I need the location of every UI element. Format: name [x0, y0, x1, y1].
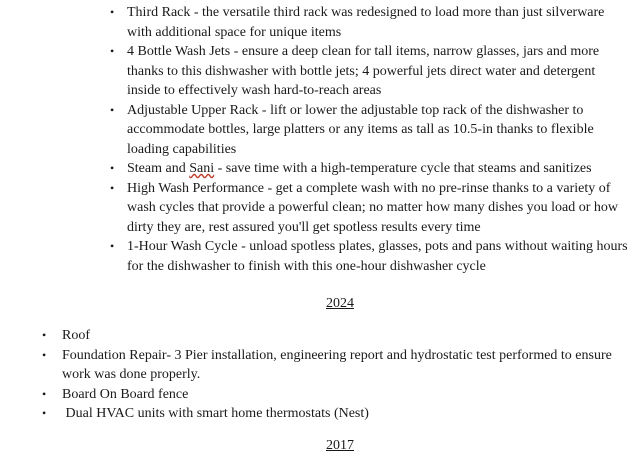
section-heading-2024: 2024: [326, 296, 354, 311]
improvements-2024-list: [42, 326, 632, 424]
text-run: Steam and: [127, 161, 190, 176]
bullet-icon: •: [110, 239, 115, 253]
section-heading-2017: 2017: [326, 438, 354, 453]
list-item-text: 1-Hour Wash Cycle - unload spotless plates, glasses, pots and pans without waiting hours for the dishwasher to finish with this one-hour dishwasher cycle: [127, 239, 628, 274]
list-item: [110, 101, 630, 160]
dishwasher-feature-list: [110, 3, 630, 276]
list-item-text: Third Rack - the versatile third rack was redesigned to load more than just silverware with additional space for unique items: [127, 5, 605, 40]
list-item: [110, 3, 630, 42]
list-item: [110, 42, 630, 101]
bullet-icon: •: [42, 386, 47, 401]
spellcheck-marked-word: Sani: [189, 161, 215, 176]
list-item: [110, 179, 630, 238]
list-item: [110, 237, 630, 276]
bullet-icon: •: [110, 161, 115, 175]
bullet-icon: •: [110, 5, 115, 19]
list-item-text: 4 Bottle Wash Jets - ensure a deep clean for tall items, narrow glasses, jars and more thanks to this dishwasher with bottle jets; 4 powerful jets direct water and detergent inside to effectively wash hard-to-reach areas: [127, 44, 600, 98]
bullet-icon: •: [42, 406, 47, 420]
list-item: [42, 346, 632, 385]
list-item: [42, 404, 632, 424]
list-item-text: High Wash Performance - get a complete wash with no pre-rinse thanks to a variety of wash cycles that provide a powerful clean; no matter how many dishes you load or how dirty they are, rest assured you'll get spotless results every time: [127, 180, 619, 235]
list-item-text: [127, 161, 592, 176]
bullet-icon: •: [42, 347, 47, 362]
list-item: [42, 385, 632, 405]
list-item-text: Foundation Repair- 3 Pier installation, engineering report and hydrostatic test performed to ensure work was done properly.: [62, 347, 612, 382]
list-item: [110, 159, 630, 179]
list-item-text: Board On Board fence: [62, 386, 189, 402]
list-item-text: Dual HVAC units with smart home thermostats (Nest): [62, 406, 369, 421]
bullet-icon: •: [110, 44, 115, 58]
text-run: - save time with a high-temperature cycle that steams and sanitizes: [214, 161, 592, 176]
bullet-icon: •: [42, 328, 47, 342]
list-item-text: Roof: [62, 328, 90, 343]
list-item-text: Adjustable Upper Rack - lift or lower the adjustable top rack of the dishwasher to accommodate bottles, large platters or any items as tall as 10.5-in thanks to flexible loading capabilities: [127, 102, 594, 157]
bullet-icon: •: [110, 180, 115, 195]
list-item: [42, 326, 632, 346]
bullet-icon: •: [110, 102, 115, 117]
